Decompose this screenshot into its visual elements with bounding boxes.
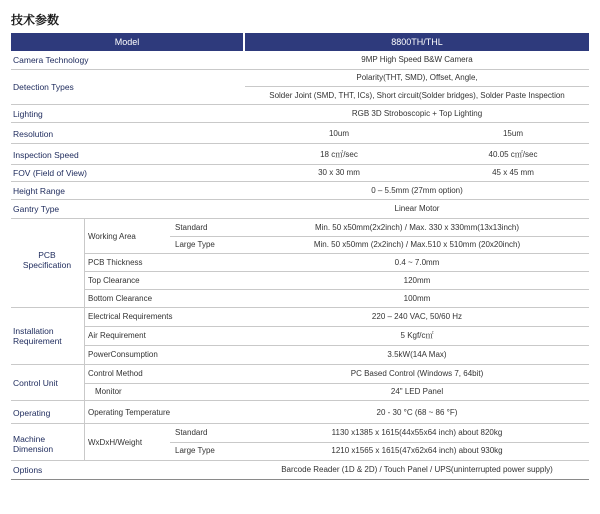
control-unit-label: Control Unit: [13, 378, 58, 388]
divider: [11, 164, 589, 165]
control-method-label: Control Method: [88, 369, 143, 378]
monitor-label: Monitor: [95, 387, 122, 396]
divider: [170, 236, 589, 237]
resolution-label: Resolution: [13, 129, 54, 139]
divider: [245, 86, 589, 87]
model-header: Model: [11, 33, 243, 51]
bottom-clearance-label: Bottom Clearance: [88, 294, 153, 303]
speed-label: Inspection Speed: [13, 150, 79, 160]
electrical-label: Electrical Requirements: [88, 312, 173, 321]
divider: [11, 364, 589, 365]
divider: [11, 104, 589, 105]
operating-temp-value: 20 - 30 °C (68 ~ 86 °F): [376, 408, 458, 417]
pcb-standard-value: Min. 50 x50mm(2x2inch) / Max. 330 x 330mm(13x13inch): [314, 223, 520, 232]
options-value: Barcode Reader (1D & 2D) / Touch Panel / UPS(uninterrupted power supply): [281, 465, 553, 474]
machine-large-value: 1210 x1565 x 1615(47x62x64 inch) about 930kg: [331, 446, 503, 455]
divider: [11, 400, 589, 401]
machine-label-2: Dimension: [13, 444, 54, 454]
divider: [11, 122, 589, 123]
air-label: Air Requirement: [88, 331, 146, 340]
resolution-value-2: 15um: [502, 129, 523, 138]
working-area-label: Working Area: [88, 232, 136, 241]
pcb-spec-label-2: Specification: [22, 260, 72, 270]
machine-standard-value: 1130 x1385 x 1615(44x55x64 inch) about 820kg: [331, 428, 503, 437]
divider: [11, 143, 589, 144]
air-value: 5 Kgf/c㎡: [400, 331, 434, 340]
gantry-label: Gantry Type: [13, 204, 60, 214]
divider: [85, 289, 589, 290]
divider: [85, 383, 589, 384]
control-method-value: PC Based Control (Windows 7, 64bit): [350, 369, 484, 378]
divider: [84, 424, 85, 460]
bottom-clearance-value: 100mm: [403, 294, 431, 303]
power-label: PowerConsumption: [88, 350, 158, 359]
divider: [85, 345, 589, 346]
fov-value-1: 30 x 30 mm: [318, 168, 360, 177]
camera-value: 9MP High Speed B&W Camera: [361, 55, 473, 64]
divider: [84, 219, 85, 307]
pcb-thickness-value: 0.4 ~ 7.0mm: [394, 258, 440, 267]
divider: [11, 218, 589, 219]
divider: [11, 69, 589, 70]
monitor-value: 24" LED Panel: [390, 387, 444, 396]
options-label: Options: [13, 465, 43, 475]
divider: [85, 326, 589, 327]
camera-label: Camera Technology: [13, 55, 89, 65]
top-clearance-label: Top Clearance: [88, 276, 140, 285]
divider: [85, 271, 589, 272]
detection-label: Detection Types: [13, 82, 74, 92]
divider: [85, 253, 589, 254]
fov-value-2: 45 x 45 mm: [492, 168, 534, 177]
height-label: Height Range: [13, 186, 65, 196]
pcb-large-value: Min. 50 x50mm (2x2inch) / Max.510 x 510mm (20x20inch): [313, 240, 521, 249]
detection-value-line2: Solder Joint (SMD, THT, ICs), Short circuit(Solder bridges), Solder Paste Inspection: [269, 91, 565, 100]
gantry-value: Linear Motor: [394, 204, 440, 213]
resolution-value-1: 10um: [328, 129, 349, 138]
power-value: 3.5kW(14A Max): [387, 350, 447, 359]
fov-label: FOV (Field of View): [13, 168, 88, 178]
height-value: 0 – 5.5mm (27mm option): [371, 186, 463, 195]
operating-temp-label: Operating Temperature: [88, 408, 171, 417]
divider: [11, 181, 589, 182]
machine-standard-label: Standard: [175, 428, 208, 437]
divider: [11, 199, 589, 200]
pcb-thickness-label: PCB Thickness: [88, 258, 143, 267]
speed-value-1: 18 c㎡/sec: [320, 150, 358, 159]
divider: [11, 423, 589, 424]
machine-label-1: Machine: [13, 434, 46, 444]
table-bottom-rule: [11, 479, 589, 480]
model-value-header: 8800TH/THL: [245, 33, 589, 51]
machine-large-label: Large Type: [175, 446, 215, 455]
installation-label-1: Installation: [13, 326, 54, 336]
divider: [170, 442, 589, 443]
speed-value-2: 40.05 c㎡/sec: [488, 150, 538, 159]
lighting-label: Lighting: [13, 109, 43, 119]
operating-label: Operating: [13, 408, 51, 418]
divider: [84, 308, 85, 365]
pcb-spec-label-1: PCB: [38, 250, 56, 260]
divider: [84, 401, 85, 423]
pcb-large-label: Large Type: [175, 240, 215, 249]
top-clearance-value: 120mm: [403, 276, 431, 285]
detection-value-line1: Polarity(THT, SMD), Offset, Angle,: [356, 73, 478, 82]
pcb-standard-label: Standard: [175, 223, 208, 232]
divider: [11, 307, 589, 308]
electrical-value: 220 – 240 VAC, 50/60 Hz: [371, 312, 463, 321]
wdh-weight-label: WxDxH/Weight: [88, 438, 143, 447]
page-title: 技术参数: [11, 13, 60, 27]
divider: [11, 460, 589, 461]
lighting-value: RGB 3D Stroboscopic + Top Lighting: [351, 109, 483, 118]
installation-label-2: Requirement: [13, 336, 62, 346]
